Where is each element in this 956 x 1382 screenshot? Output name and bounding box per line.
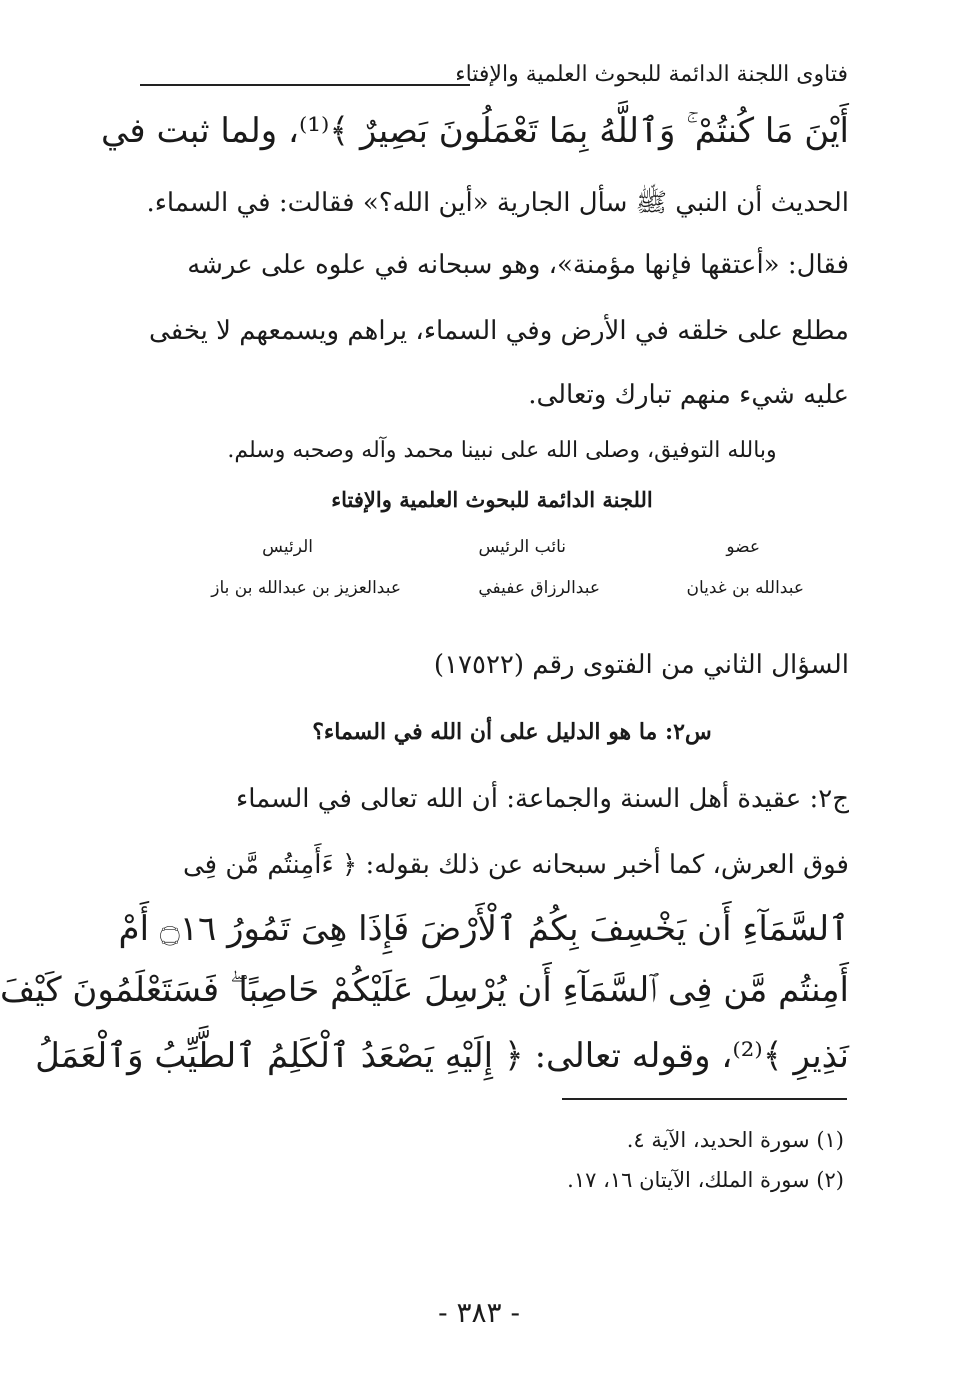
committee-title: اللجنة الدائمة للبحوث العلمية والإفتاء: [331, 487, 653, 512]
answer-line-2: فوق العرش، كما أخبر سبحانه عن ذلك بقوله: ﴿ ءَأَمِنتُم مَّن فِى: [182, 850, 849, 880]
question-reference: السؤال الثاني من الفتوى رقم (١٧٥٢٢): [433, 650, 849, 680]
signatory-name-vice-president: عبدالرزاق عفيفي: [478, 578, 600, 598]
body-line-1: أَيْنَ مَا كُنتُمْ ۚ وَٱللَّهُ بِمَا تَعْمَلُونَ بَصِيرٌ ﴾⁽¹⁾، ولما ثبت في: [101, 111, 849, 151]
running-header: [140, 60, 848, 100]
footnote-1: (١) سورة الحديد، الآية ٤.: [626, 1128, 844, 1152]
footnote-rule: [562, 1098, 847, 1100]
body-line-4: مطلع على خلقه في الأرض وفي السماء، يراهم ويسمعهم لا يخفى: [149, 316, 849, 346]
signatory-name-president: عبدالعزيز بن عبدالله بن باز: [211, 578, 401, 598]
page-number: - ٣٨٣ -: [438, 1296, 520, 1329]
header-rule: [140, 84, 470, 86]
closing-line: وبالله التوفيق، وصلى الله على نبينا محمد وآله وصحبه وسلم.: [227, 438, 777, 463]
header-title: فتاوى اللجنة الدائمة للبحوث العلمية والإفتاء: [455, 62, 848, 87]
body-line-5: عليه شيء منهم تبارك وتعالى.: [528, 380, 849, 410]
signatory-role-member: عضو: [726, 537, 760, 557]
answer-line-4: أَمِنتُم مَّن فِى ٱلسَّمَآءِ أَن يُرْسِلَ عَلَيْكُمْ حَاصِبًا ۖ فَسَتَعْلَمُونَ كَيْفَ: [0, 970, 849, 1010]
footnote-2: (٢) سورة الملك، الآيتان ١٦، ١٧.: [567, 1168, 844, 1192]
body-line-2: الحديث أن النبي ﷺ سأل الجارية «أين الله؟» فقالت: في السماء.: [146, 188, 849, 218]
signatory-name-member: عبدالله بن غديان: [686, 578, 804, 598]
answer-line-1: ج٢: عقيدة أهل السنة والجماعة: أن الله تعالى في السماء: [235, 784, 849, 814]
document-page: [2, 0, 956, 1382]
answer-line-5: نَذِيرِ ﴾⁽²⁾، وقوله تعالى: ﴿ إِلَيْهِ يَصْعَدُ ٱلْكَلِمُ ٱلطَّيِّبُ وَٱلْعَمَلُ: [35, 1036, 849, 1076]
body-line-3: فقال: «أعتقها فإنها مؤمنة»، وهو سبحانه في علوه على عرشه: [187, 250, 849, 280]
answer-line-3: ٱلسَّمَآءِ أَن يَخْسِفَ بِكُمُ ٱلْأَرْضَ فَإِذَا هِىَ تَمُورُ ۝١٦ أَمْ: [118, 909, 849, 949]
question-heading: س٢: ما هو الدليل على أن الله في السماء؟: [312, 719, 712, 745]
signatory-role-president: الرئيس: [262, 537, 313, 557]
signatory-role-vice-president: نائب الرئيس: [478, 537, 566, 557]
